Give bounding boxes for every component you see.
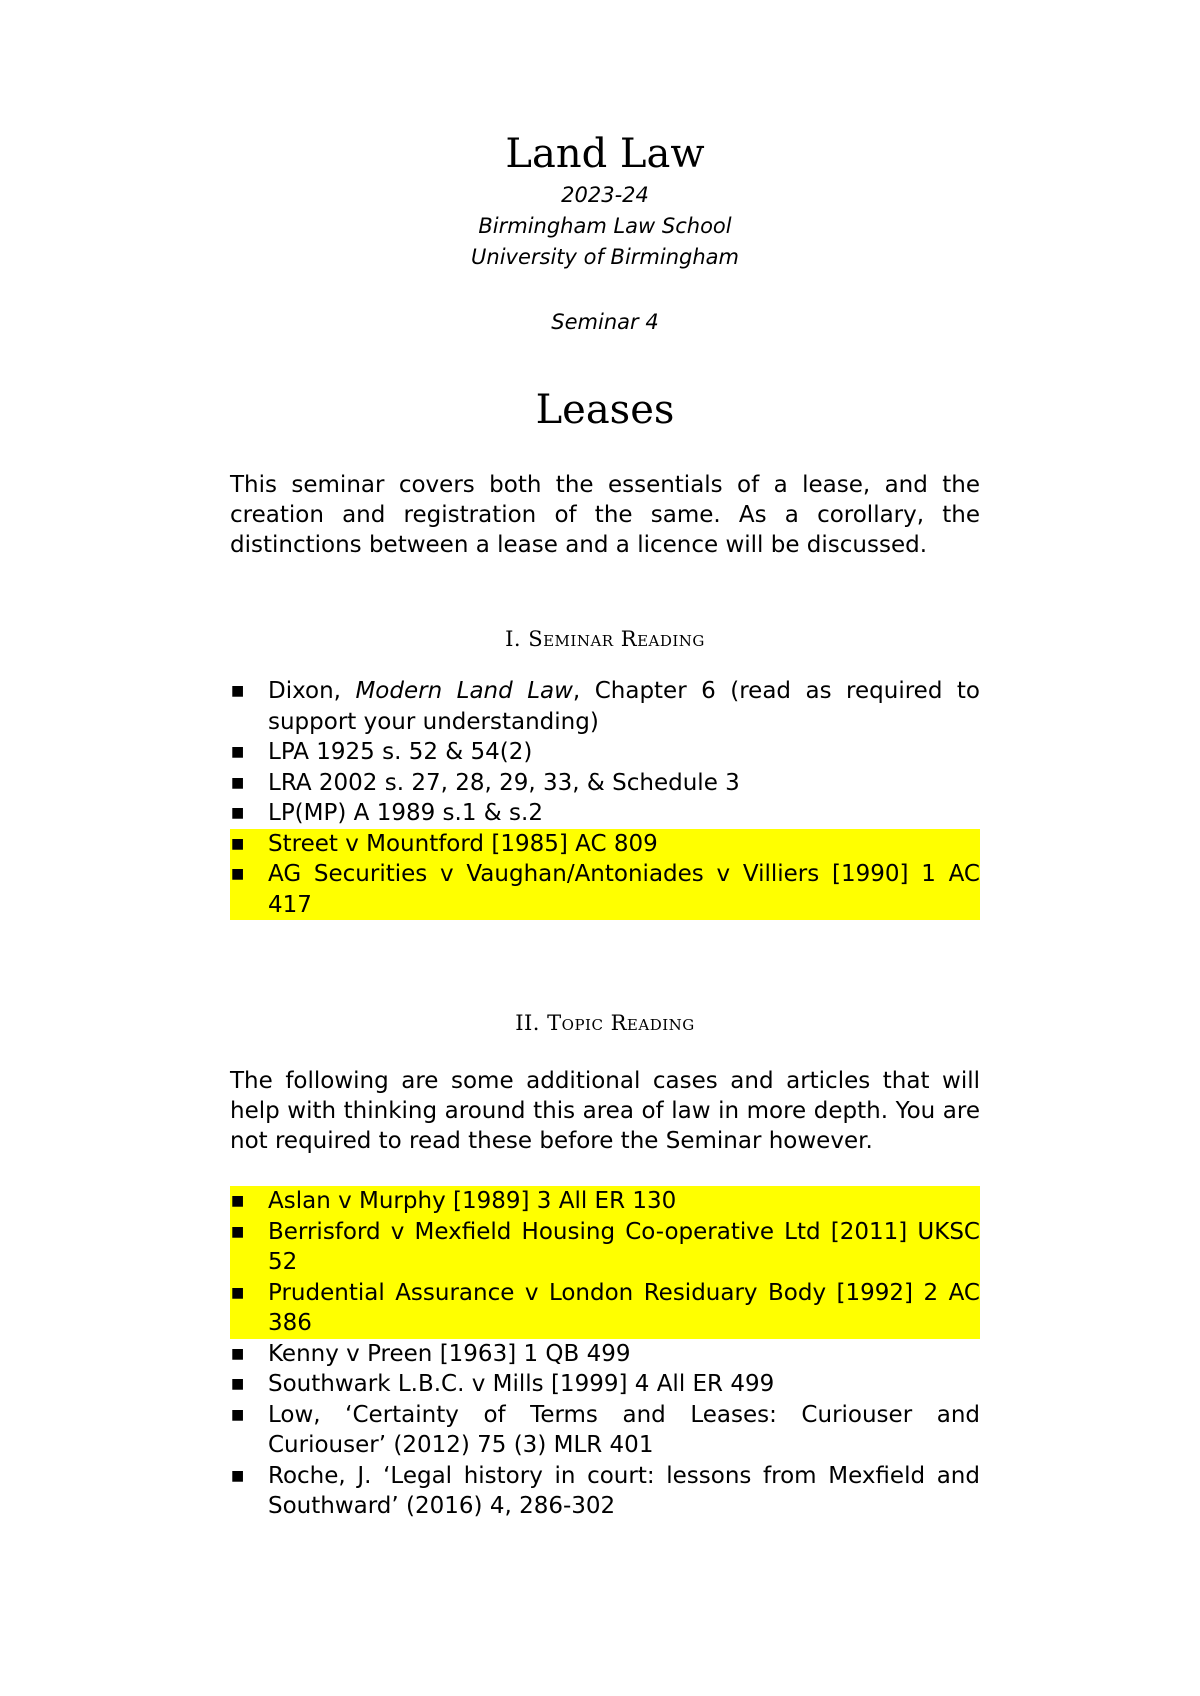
school-name: Birmingham Law School — [478, 214, 732, 238]
list-item — [230, 1369, 980, 1400]
list-item-highlighted — [230, 1186, 980, 1217]
list-item-text: LPA 1925 s. 52 & 54(2) — [268, 739, 533, 765]
list-item-text: LRA 2002 s. 27, 28, 29, 33, & Schedule 3 — [268, 769, 740, 796]
list-item-highlighted — [230, 1217, 980, 1278]
bullet-icon: ■ — [231, 1278, 244, 1309]
bullet-icon: ■ — [231, 1217, 244, 1248]
list-item — [230, 737, 980, 768]
list-item-highlighted — [230, 829, 980, 860]
bullet-icon: ■ — [231, 859, 244, 890]
list-item-text: Dixon, — [268, 678, 356, 704]
book-title: Modern Land Law — [355, 678, 573, 704]
list-item-text: Southwark L.B.C. v Mills [1999] 4 All ER 499 — [268, 1371, 775, 1397]
bullet-icon: ■ — [231, 829, 244, 860]
topic-reading-list — [230, 1186, 980, 1522]
list-item-text: LP(MP) A 1989 s.1 & s.2 — [268, 800, 543, 826]
list-item-text: Street v Mountford [1985] AC 809 — [268, 830, 658, 857]
bullet-icon: ■ — [231, 774, 245, 791]
seminar-number: Seminar 4 — [551, 310, 659, 334]
bullet-icon: ■ — [231, 805, 245, 821]
seminar-reading-list — [230, 676, 980, 920]
bullet-icon: ■ — [231, 1406, 245, 1423]
topic-title: Leases — [535, 387, 675, 433]
bullet-icon: ■ — [231, 1467, 245, 1484]
list-item — [230, 1400, 980, 1461]
list-item — [230, 1461, 980, 1522]
list-item — [230, 1339, 980, 1370]
list-item-highlighted — [230, 1278, 980, 1339]
document-header — [230, 128, 980, 436]
bullet-icon: ■ — [231, 1376, 245, 1392]
bullet-icon: ■ — [231, 744, 245, 760]
intro-paragraph: This seminar covers both the essentials of a lease, and the creation and registration of the same. As a corollary, the distinctions between a lease and a licence will be discussed. — [230, 472, 980, 558]
university-name: University of Birmingham — [471, 245, 739, 269]
list-item-text: Roche, J. ‘Legal history in court: lessons from Mexfield and Southward’ (2016) 4, 286-302 — [268, 1462, 980, 1519]
list-item — [230, 676, 980, 737]
list-item-text: Low, ‘Certainty of Terms and Leases: Curiouser and Curiouser’ (2012) 75 (3) MLR 401 — [268, 1401, 980, 1458]
list-item-text: Prudential Assurance v London Residuary Body [1992] 2 AC 386 — [268, 1279, 980, 1336]
list-item-text: , Chapter 6 (read as required to support your understanding) — [268, 678, 980, 735]
list-item-text: Kenny v Preen [1963] 1 QB 499 — [268, 1340, 631, 1367]
topic-reading-paragraph: The following are some additional cases and articles that will help with thinking around this area of law in more depth. You are not required to read these before the Seminar however. — [230, 1068, 980, 1154]
bullet-icon: ■ — [231, 683, 245, 699]
list-item-highlighted — [230, 859, 980, 920]
document-title: Land Law — [505, 131, 705, 177]
list-item-text: Aslan v Murphy [1989] 3 All ER 130 — [268, 1188, 677, 1214]
list-item-text: Berrisford v Mexfield Housing Co-operative Ltd [2011] UKSC 52 — [268, 1218, 980, 1275]
list-item-text: AG Securities v Vaughan/Antoniades v Villiers [1990] 1 AC 417 — [268, 861, 980, 918]
document-page — [230, 128, 980, 1522]
bullet-icon: ■ — [231, 1345, 245, 1362]
section-heading-topic-reading: II. Topic Reading — [515, 1011, 695, 1035]
list-item — [230, 768, 980, 799]
academic-year: 2023-24 — [561, 183, 649, 207]
bullet-icon: ■ — [231, 1186, 244, 1217]
section-heading-seminar-reading: I. Seminar Reading — [505, 627, 705, 651]
list-item — [230, 798, 980, 829]
